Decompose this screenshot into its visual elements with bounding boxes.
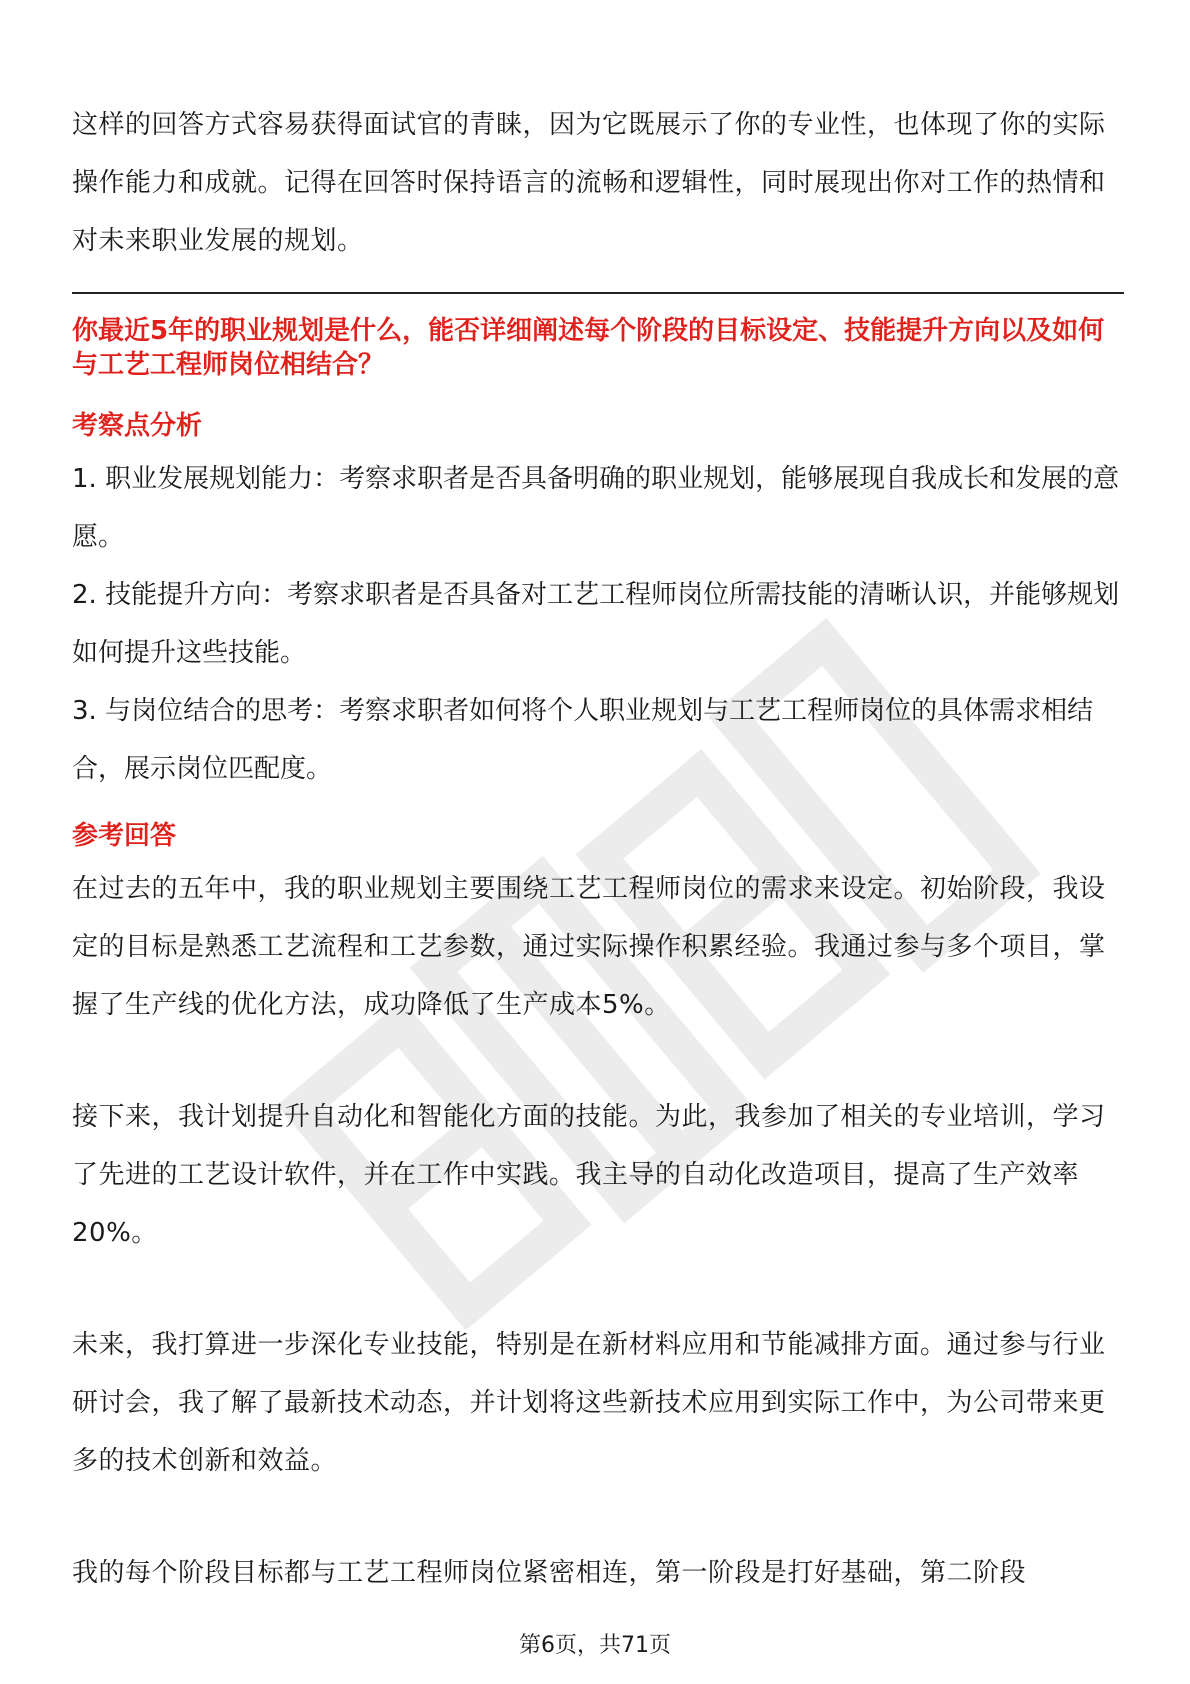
intro-paragraph: 这样的回答方式容易获得面试官的青睐，因为它既展示了你的专业性，也体现了你的实际操作能力和成就。记得在回答时保持语言的流畅和逻辑性，同时展现出你对工作的热情和对未来职业发展的规划。 (72, 110, 1106, 256)
answer-paragraph: 接下来，我计划提升自动化和智能化方面的技能。为此，我参加了相关的专业培训，学习了先进的工艺设计软件，并在工作中实践。我主导的自动化改造项目，提高了生产效率20%。 (72, 1102, 1106, 1248)
analysis-item: 2. 技能提升方向：考察求职者是否具备对工艺工程师岗位所需技能的清晰认识，并能够规划如何提升这些技能。 (72, 580, 1120, 668)
paragraph-spacer (72, 1262, 1124, 1316)
answer-body (72, 860, 1124, 1602)
answer-paragraph: 未来，我打算进一步深化专业技能，特别是在新材料应用和节能减排方面。通过参与行业研讨会，我了解了最新技术动态，并计划将这些新技术应用到实际工作中，为公司带来更多的技术创新和效益。 (72, 1330, 1106, 1476)
analysis-item: 1. 职业发展规划能力：考察求职者是否具备明确的职业规划，能够展现自我成长和发展的意愿。 (72, 464, 1120, 552)
main-content (72, 96, 1124, 1602)
analysis-list (72, 450, 1124, 798)
analysis-heading: 考察点分析 (72, 411, 203, 441)
paragraph-spacer (72, 1490, 1124, 1544)
section-divider (72, 292, 1124, 294)
answer-paragraph: 在过去的五年中，我的职业规划主要围绕工艺工程师岗位的需求来设定。初始阶段，我设定的目标是熟悉工艺流程和工艺参数，通过实际操作积累经验。我通过参与多个项目，掌握了生产线的优化方法，成功降低了生产成本5%。 (72, 874, 1106, 1020)
answer-heading: 参考回答 (72, 821, 177, 851)
analysis-item: 3. 与岗位结合的思考：考察求职者如何将个人职业规划与工艺工程师岗位的具体需求相结合，展示岗位匹配度。 (72, 696, 1094, 784)
interview-question: 你最近5年的职业规划是什么，能否详细阐述每个阶段的目标设定、技能提升方向以及如何与工艺工程师岗位相结合？ (72, 316, 1105, 380)
page-number: 第6页，共71页 (519, 1633, 671, 1658)
answer-paragraph: 我的每个阶段目标都与工艺工程师岗位紧密相连，第一阶段是打好基础，第二阶段 (72, 1558, 1027, 1588)
paragraph-spacer (72, 1034, 1124, 1088)
